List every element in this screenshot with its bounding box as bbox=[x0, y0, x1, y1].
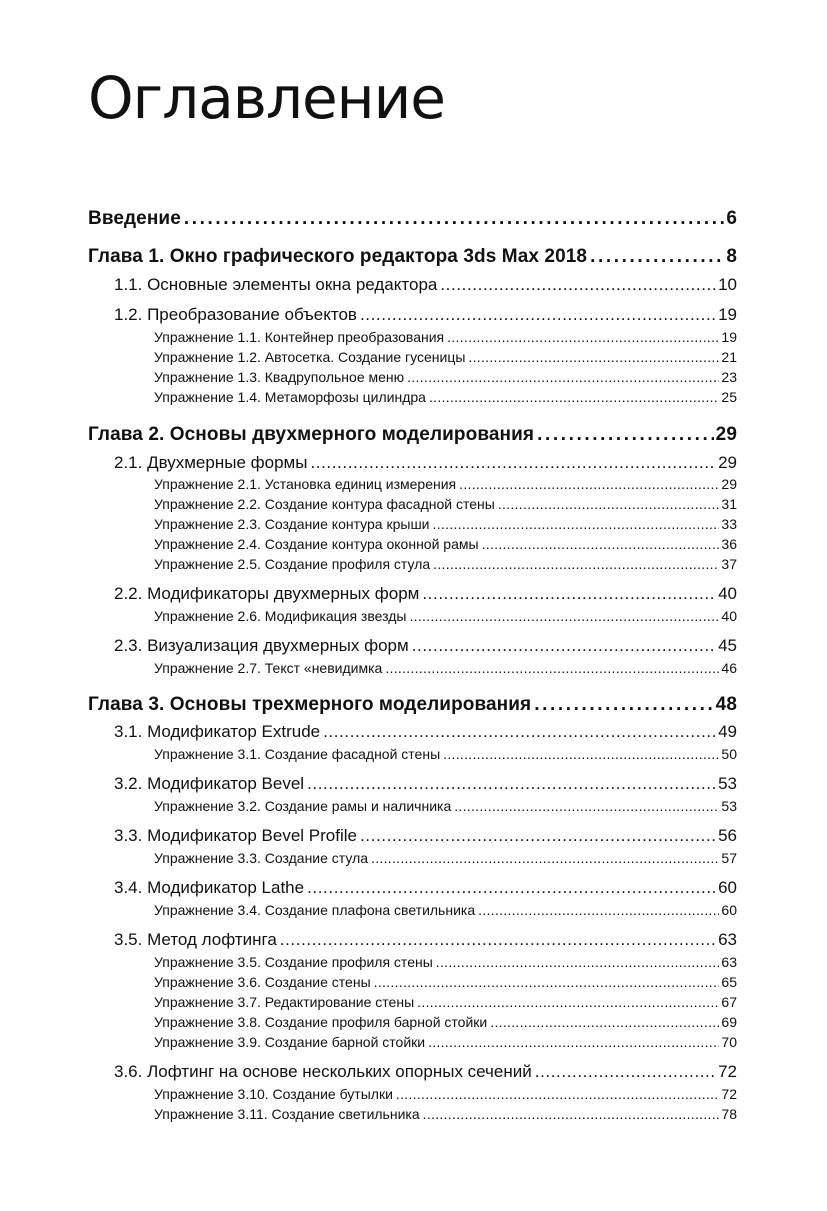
dot-leader bbox=[447, 329, 719, 345]
toc-page-number: 50 bbox=[721, 746, 737, 762]
dot-leader bbox=[396, 1086, 720, 1102]
toc-page-number: 8 bbox=[726, 246, 737, 267]
toc-page-number: 23 bbox=[721, 369, 737, 385]
toc-entry-title: Упражнение 3.8. Создание профиля барной стойки bbox=[154, 1014, 488, 1030]
toc-page-number: 29 bbox=[721, 476, 737, 492]
toc-page-number: 49 bbox=[718, 722, 737, 741]
toc-entry-title: Упражнение 3.7. Редактирование стены bbox=[154, 994, 415, 1010]
toc-page-number: 53 bbox=[718, 774, 737, 793]
toc-exercise bbox=[154, 902, 737, 918]
dot-leader bbox=[433, 556, 719, 572]
toc-chapter bbox=[88, 424, 737, 446]
toc-entry-title: Глава 1. Окно графического редактора 3ds Max 2018 bbox=[88, 246, 588, 267]
dot-leader bbox=[534, 694, 713, 716]
dot-leader bbox=[535, 1062, 716, 1082]
toc-section bbox=[114, 305, 737, 325]
toc-entry-title: Упражнение 2.1. Установка единиц измерения bbox=[154, 476, 457, 492]
toc-exercise bbox=[154, 746, 737, 762]
toc-entry-title: Упражнение 1.2. Автосетка. Создание гусеницы bbox=[154, 349, 466, 365]
toc-entry-title: 2.3. Визуализация двухмерных форм bbox=[114, 636, 409, 655]
toc-section bbox=[114, 275, 737, 295]
toc-entry-title: Упражнение 2.2. Создание контура фасадной стены bbox=[154, 496, 495, 512]
toc-page-number: 60 bbox=[718, 878, 737, 897]
page-title: Оглавление bbox=[88, 64, 445, 132]
toc-entry-title: Введение bbox=[88, 208, 181, 229]
toc-page-number: 56 bbox=[718, 826, 737, 845]
dot-leader bbox=[184, 208, 724, 230]
toc-page-number: 25 bbox=[721, 389, 737, 405]
dot-leader bbox=[590, 246, 724, 268]
dot-leader bbox=[407, 369, 719, 385]
toc-page-number: 33 bbox=[721, 516, 737, 532]
toc-chapter bbox=[88, 208, 737, 230]
dot-leader bbox=[443, 746, 719, 762]
toc-section bbox=[114, 453, 737, 473]
toc-page-number: 19 bbox=[718, 305, 737, 324]
toc-entry-title: Упражнение 1.3. Квадрупольное меню bbox=[154, 369, 405, 385]
toc-exercise bbox=[154, 516, 737, 532]
toc-exercise bbox=[154, 1034, 737, 1050]
toc-entry-title: Глава 3. Основы трехмерного моделирования bbox=[88, 694, 532, 715]
toc-page-number: 57 bbox=[721, 850, 737, 866]
toc-entry-title: Упражнение 3.4. Создание плафона светильника bbox=[154, 902, 476, 918]
dot-leader bbox=[537, 424, 714, 446]
toc-page-number: 37 bbox=[721, 556, 737, 572]
toc-page-number: 36 bbox=[721, 536, 737, 552]
dot-leader bbox=[374, 974, 720, 990]
toc-entry-title: Упражнение 3.9. Создание барной стойки bbox=[154, 1034, 426, 1050]
toc-page-number: 70 bbox=[721, 1034, 737, 1050]
toc-entry-title: Глава 2. Основы двухмерного моделирования bbox=[88, 424, 535, 445]
toc-entry-title: 3.5. Метод лофтинга bbox=[114, 930, 277, 949]
toc-section bbox=[114, 722, 737, 742]
toc-section bbox=[114, 826, 737, 846]
toc-exercise bbox=[154, 476, 737, 492]
toc-entry-title: Упражнение 3.5. Создание профиля стены bbox=[154, 954, 433, 970]
dot-leader bbox=[371, 850, 719, 866]
dot-leader bbox=[429, 389, 719, 405]
toc-entry-title: Упражнение 2.7. Текст «невидимка bbox=[154, 660, 383, 676]
toc-section bbox=[114, 584, 737, 604]
toc-entry-title: 1.1. Основные элементы окна редактора bbox=[114, 275, 438, 294]
dot-leader bbox=[412, 636, 716, 656]
dot-leader bbox=[310, 453, 716, 473]
toc-exercise bbox=[154, 369, 737, 385]
toc-page-number: 19 bbox=[721, 329, 737, 345]
toc-entry-title: Упражнение 1.1. Контейнер преобразования bbox=[154, 329, 445, 345]
toc-exercise bbox=[154, 1086, 737, 1102]
toc-page-number: 31 bbox=[721, 496, 737, 512]
dot-leader bbox=[409, 608, 719, 624]
toc-chapter bbox=[88, 246, 737, 268]
toc-page-number: 40 bbox=[718, 584, 737, 603]
dot-leader bbox=[280, 930, 716, 950]
toc-entry-title: Упражнение 3.10. Создание бутылки bbox=[154, 1086, 393, 1102]
toc-entry-title: 1.2. Преобразование объектов bbox=[114, 305, 357, 324]
toc-page-number: 60 bbox=[721, 902, 737, 918]
toc-entry-title: Упражнение 2.6. Модификация звезды bbox=[154, 608, 407, 624]
toc-section bbox=[114, 930, 737, 950]
toc-exercise bbox=[154, 1014, 737, 1030]
dot-leader bbox=[307, 774, 716, 794]
toc-exercise bbox=[154, 536, 737, 552]
toc-exercise bbox=[154, 349, 737, 365]
toc-exercise bbox=[154, 389, 737, 405]
toc-entry-title: 3.6. Лофтинг на основе нескольких опорных сечений bbox=[114, 1062, 532, 1081]
dot-leader bbox=[433, 516, 720, 532]
dot-leader bbox=[428, 1034, 719, 1050]
toc-entry-title: 3.2. Модификатор Bevel bbox=[114, 774, 305, 793]
dot-leader bbox=[468, 349, 719, 365]
dot-leader bbox=[423, 1106, 720, 1122]
toc-page-number: 53 bbox=[721, 798, 737, 814]
toc-page-number: 65 bbox=[721, 974, 737, 990]
toc-entry-title: Упражнение 3.11. Создание светильника bbox=[154, 1106, 420, 1122]
toc-page-number: 29 bbox=[718, 453, 737, 472]
toc-entry-title: Упражнение 3.6. Создание стены bbox=[154, 974, 371, 990]
dot-leader bbox=[440, 275, 716, 295]
toc-page-number: 6 bbox=[726, 208, 737, 229]
toc-section bbox=[114, 878, 737, 898]
toc-page-number: 10 bbox=[718, 275, 737, 294]
dot-leader bbox=[490, 1014, 719, 1030]
toc-section bbox=[114, 636, 737, 656]
toc-page-number: 78 bbox=[721, 1106, 737, 1122]
toc-entry-title: 3.3. Модификатор Bevel Profile bbox=[114, 826, 357, 845]
dot-leader bbox=[307, 878, 716, 898]
toc-entry-title: 3.4. Модификатор Lathe bbox=[114, 878, 305, 897]
toc-exercise bbox=[154, 608, 737, 624]
dot-leader bbox=[417, 994, 719, 1010]
toc-exercise bbox=[154, 974, 737, 990]
toc-exercise bbox=[154, 850, 737, 866]
toc-exercise bbox=[154, 994, 737, 1010]
toc-page-number: 67 bbox=[721, 994, 737, 1010]
toc-exercise bbox=[154, 329, 737, 345]
toc-page-number: 69 bbox=[721, 1014, 737, 1030]
dot-leader bbox=[482, 536, 720, 552]
toc-page-number: 72 bbox=[721, 1086, 737, 1102]
dot-leader bbox=[459, 476, 719, 492]
toc-entry-title: Упражнение 2.3. Создание контура крыши bbox=[154, 516, 430, 532]
dot-leader bbox=[360, 826, 716, 846]
toc-page-number: 72 bbox=[718, 1062, 737, 1081]
toc-page-number: 63 bbox=[721, 954, 737, 970]
toc-section bbox=[114, 774, 737, 794]
toc-exercise bbox=[154, 1106, 737, 1122]
toc-entry-title: Упражнение 2.4. Создание контура оконной рамы bbox=[154, 536, 479, 552]
toc-entry-title: Упражнение 2.5. Создание профиля стула bbox=[154, 556, 431, 572]
toc-page-number: 48 bbox=[715, 694, 737, 715]
toc-chapter bbox=[88, 694, 737, 716]
dot-leader bbox=[478, 902, 719, 918]
toc-page-number: 46 bbox=[721, 660, 737, 676]
toc-exercise bbox=[154, 496, 737, 512]
toc-entry-title: Упражнение 1.4. Метаморфозы цилиндра bbox=[154, 389, 426, 405]
toc-exercise bbox=[154, 660, 737, 676]
toc-entry-title: Упражнение 3.3. Создание стула bbox=[154, 850, 369, 866]
toc-entry-title: Упражнение 3.2. Создание рамы и наличника bbox=[154, 798, 452, 814]
toc-page-number: 29 bbox=[715, 424, 737, 445]
toc-exercise bbox=[154, 556, 737, 572]
dot-leader bbox=[385, 660, 719, 676]
toc-page-number: 45 bbox=[718, 636, 737, 655]
dot-leader bbox=[422, 584, 716, 604]
toc-page-number: 63 bbox=[718, 930, 737, 949]
dot-leader bbox=[498, 496, 720, 512]
toc-page-number: 21 bbox=[721, 349, 737, 365]
toc-section bbox=[114, 1062, 737, 1082]
dot-leader bbox=[436, 954, 720, 970]
toc-entry-title: Упражнение 3.1. Создание фасадной стены bbox=[154, 746, 441, 762]
toc-entry-title: 2.1. Двухмерные формы bbox=[114, 453, 308, 472]
dot-leader bbox=[360, 305, 716, 325]
dot-leader bbox=[323, 722, 716, 742]
toc-exercise bbox=[154, 798, 737, 814]
toc-entry-title: 2.2. Модификаторы двухмерных форм bbox=[114, 584, 420, 603]
toc-exercise bbox=[154, 954, 737, 970]
toc-entry-title: 3.1. Модификатор Extrude bbox=[114, 722, 321, 741]
dot-leader bbox=[454, 798, 719, 814]
toc-page-number: 40 bbox=[721, 608, 737, 624]
